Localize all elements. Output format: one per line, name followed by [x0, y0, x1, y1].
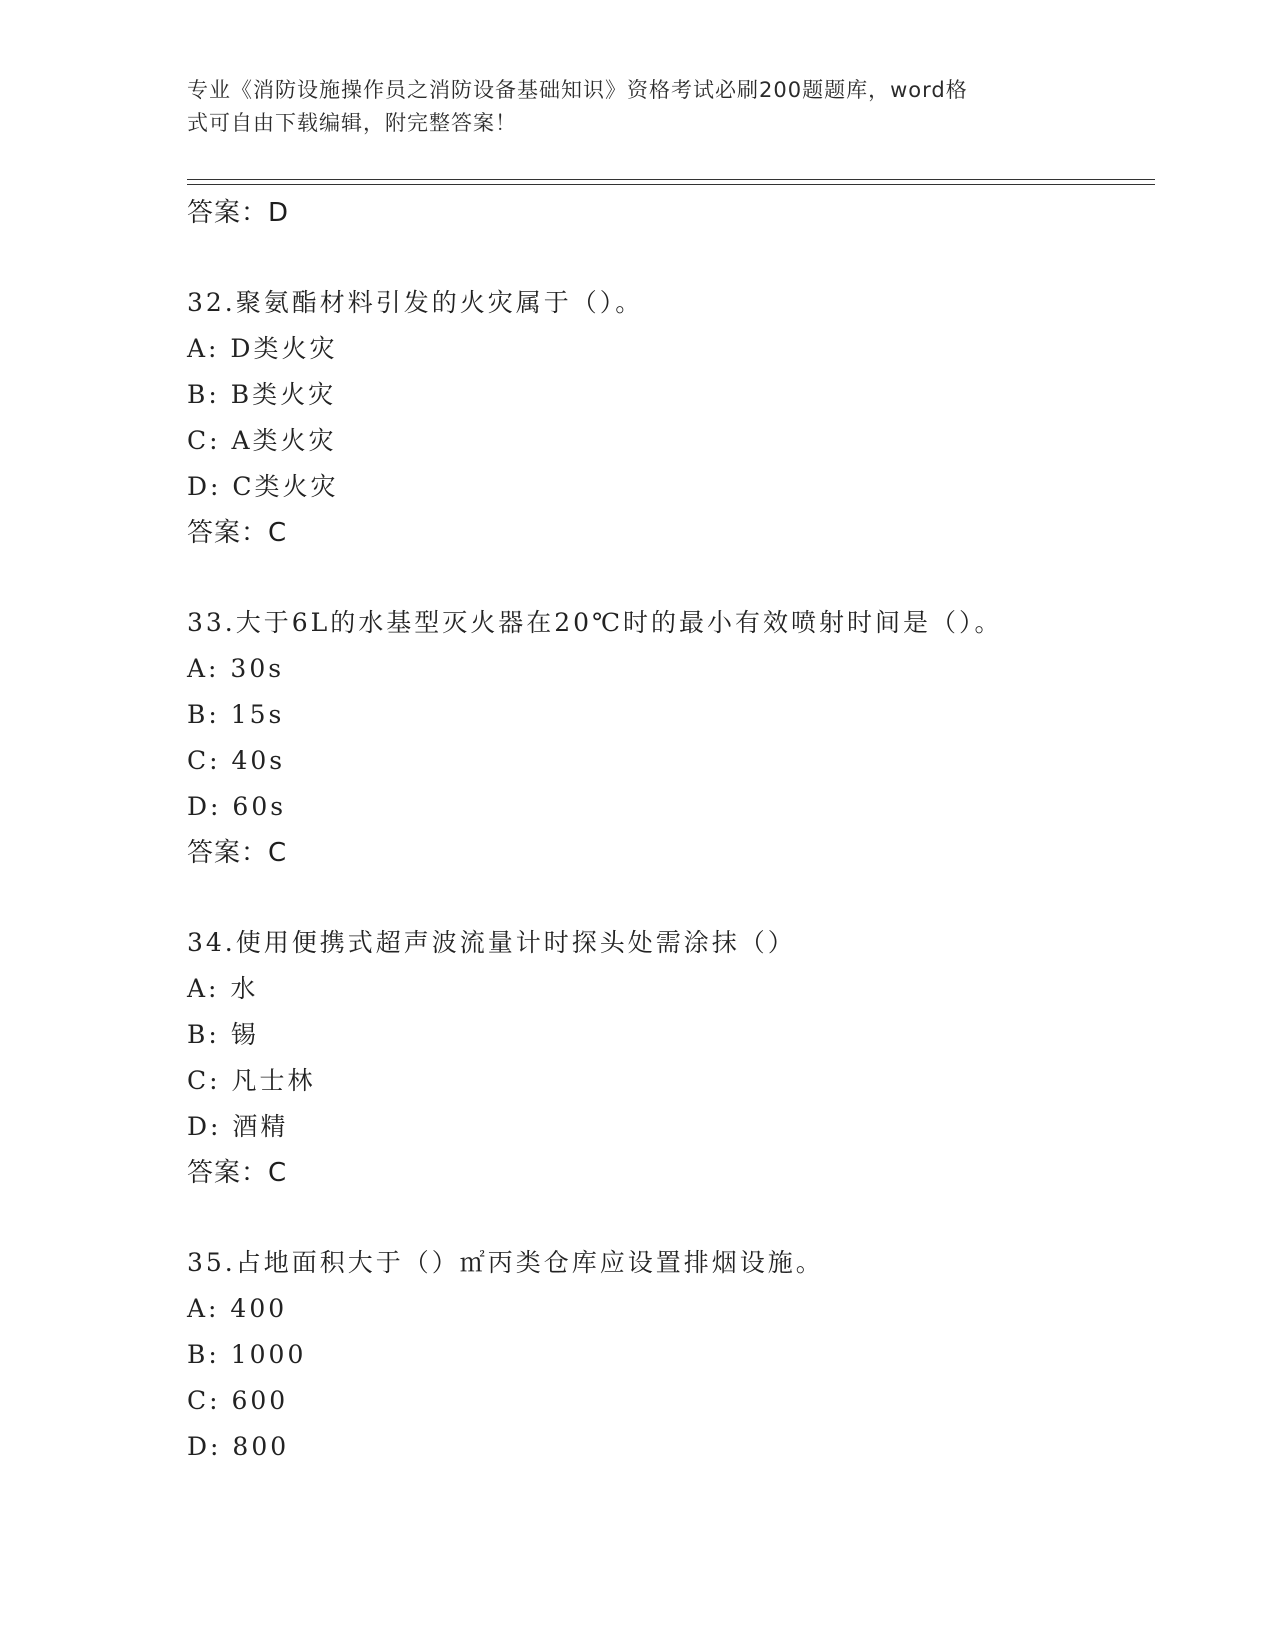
option-b: B: B类火灾 — [187, 380, 337, 409]
question-text: 33.大于6L的水基型灭火器在20℃时的最小有效喷射时间是（）。 — [187, 608, 1003, 637]
option-d: D: C类火灾 — [187, 472, 339, 501]
question-text: 32.聚氨酯材料引发的火灾属于（）。 — [187, 288, 644, 317]
option-a: A: 水 — [187, 974, 259, 1003]
answer-line: 答案：C — [187, 1158, 288, 1188]
question-text: 34.使用便携式超声波流量计时探头处需涂抹（） — [187, 928, 796, 957]
question-35 — [187, 1240, 1157, 1470]
question-34 — [187, 920, 1157, 1196]
header-divider-bottom — [187, 184, 1155, 185]
option-c: C: 40s — [187, 746, 286, 775]
option-b: B: 1000 — [187, 1340, 307, 1369]
option-b: B: 锡 — [187, 1020, 259, 1049]
question-33 — [187, 600, 1157, 876]
document-title-line-2: 式可自由下载编辑，附完整答案！ — [187, 111, 517, 135]
option-a: A: D类火灾 — [187, 334, 338, 363]
header-divider-top — [187, 179, 1155, 180]
question-text: 35.占地面积大于（）㎡丙类仓库应设置排烟设施。 — [187, 1248, 824, 1277]
answer-line: 答案：C — [187, 838, 288, 868]
answer-line: 答案：C — [187, 518, 288, 548]
option-a: A: 30s — [187, 654, 285, 683]
option-c: C: A类火灾 — [187, 426, 337, 455]
option-c: C: 600 — [187, 1386, 289, 1415]
question-32 — [187, 280, 1157, 556]
option-d: D: 800 — [187, 1432, 290, 1461]
option-c: C: 凡士林 — [187, 1066, 316, 1095]
question-list — [187, 190, 1157, 1470]
option-a: A: 400 — [187, 1294, 288, 1323]
page-header — [187, 74, 1067, 140]
option-b: B: 15s — [187, 700, 285, 729]
previous-answer: 答案：D — [187, 198, 290, 228]
option-d: D: 60s — [187, 792, 287, 821]
option-d: D: 酒精 — [187, 1112, 289, 1141]
document-title-line-1: 专业《消防设施操作员之消防设备基础知识》资格考试必刷200题题库，word格 — [187, 78, 968, 102]
